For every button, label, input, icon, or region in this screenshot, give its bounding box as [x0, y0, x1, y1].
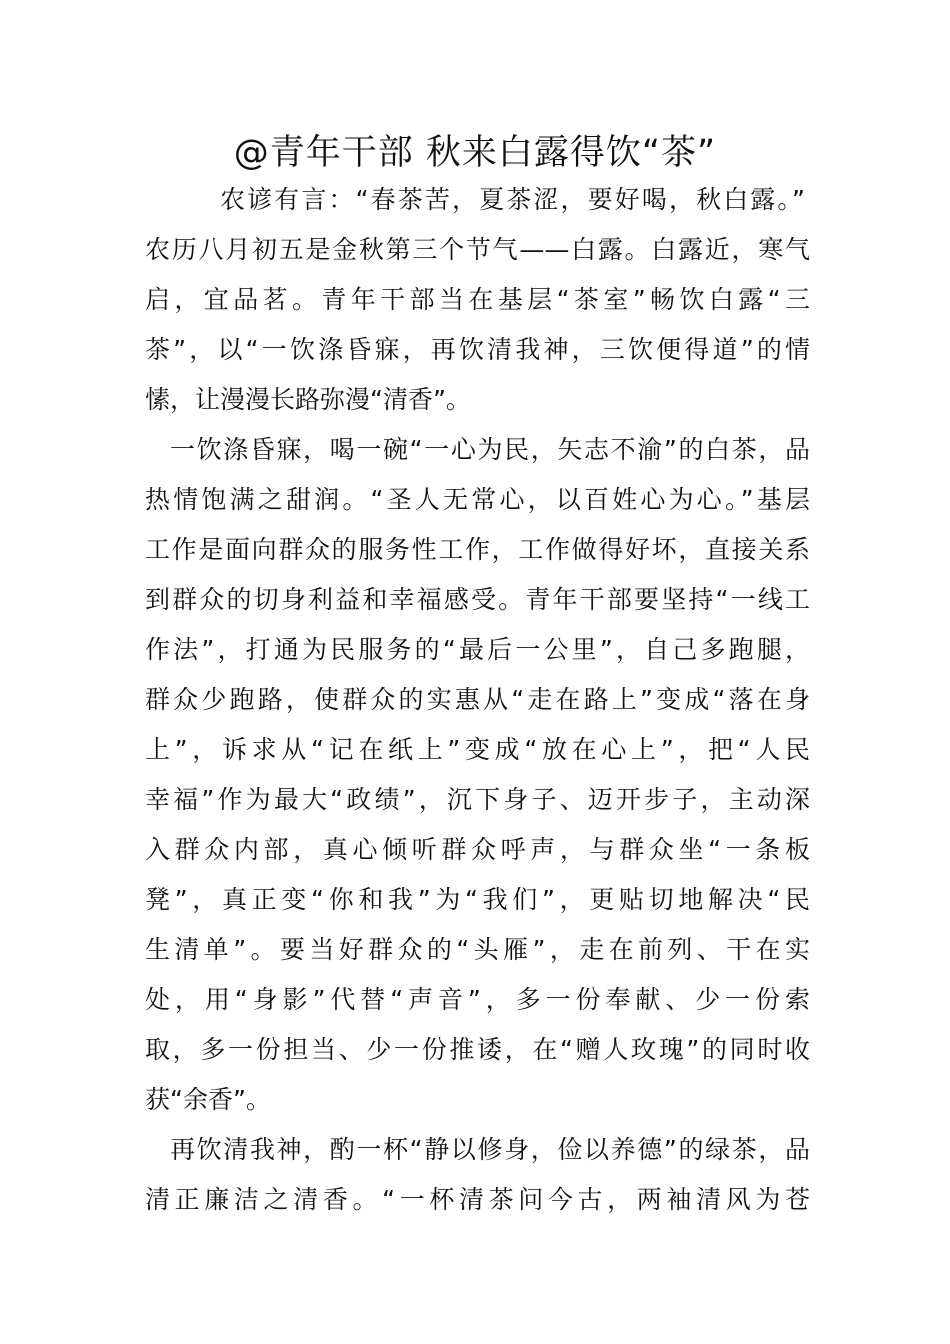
text-line: 茶”，以“一饮涤昏寐，再饮清我神，三饮便得道”的情 — [145, 335, 810, 364]
text-line: 愫，让漫漫长路弥漫“清香”。 — [145, 385, 471, 414]
text-line: 凳”，真正变“你和我”为“我们”，更贴切地解决“民 — [145, 885, 810, 914]
text-line: 再饮清我神，酌一杯“静以修身，俭以养德”的绿茶，品 — [170, 1135, 810, 1164]
text-line: 启，宜品茗。青年干部当在基层“茶室”畅饮白露“三 — [145, 285, 810, 314]
text-line: 处，用“身影”代替“声音”，多一份奉献、少一份索 — [145, 985, 810, 1014]
text-line: 作法”，打通为民服务的“最后一公里”，自己多跑腿， — [145, 635, 810, 664]
text-line: 生清单”。要当好群众的“头雁”，走在前列、干在实 — [145, 935, 810, 964]
text-line: 入群众内部，真心倾听群众呼声，与群众坐“一条板 — [145, 835, 810, 864]
text-line: 农谚有言：“春茶苦，夏茶涩，要好喝，秋白露。” — [220, 185, 805, 214]
text-line: 热情饱满之甜润。“圣人无常心，以百姓心为心。”基层 — [145, 485, 810, 514]
text-line: 一饮涤昏寐，喝一碗“一心为民，矢志不渝”的白茶，品 — [170, 435, 810, 464]
text-line: 清正廉洁之清香。“一杯清茶问今古，两袖清风为苍 — [145, 1185, 810, 1214]
text-line: 农历八月初五是金秋第三个节气——白露。白露近，寒气 — [145, 235, 810, 264]
text-line: 到群众的切身利益和幸福感受。青年干部要坚持“一线工 — [145, 585, 810, 614]
document-title: @青年干部 秋来白露得饮“茶” — [233, 133, 717, 173]
text-line: 上”，诉求从“记在纸上”变成“放在心上”，把“人民 — [145, 735, 810, 764]
text-line: 幸福”作为最大“政绩”，沉下身子、迈开步子，主动深 — [145, 785, 810, 814]
text-line: 获“余香”。 — [145, 1085, 271, 1114]
text-line: 取，多一份担当、少一份推诿，在“赠人玫瑰”的同时收 — [145, 1035, 810, 1064]
text-line: 群众少跑路，使群众的实惠从“走在路上”变成“落在身 — [145, 685, 810, 714]
text-line: 工作是面向群众的服务性工作，工作做得好坏，直接关系 — [145, 535, 810, 564]
